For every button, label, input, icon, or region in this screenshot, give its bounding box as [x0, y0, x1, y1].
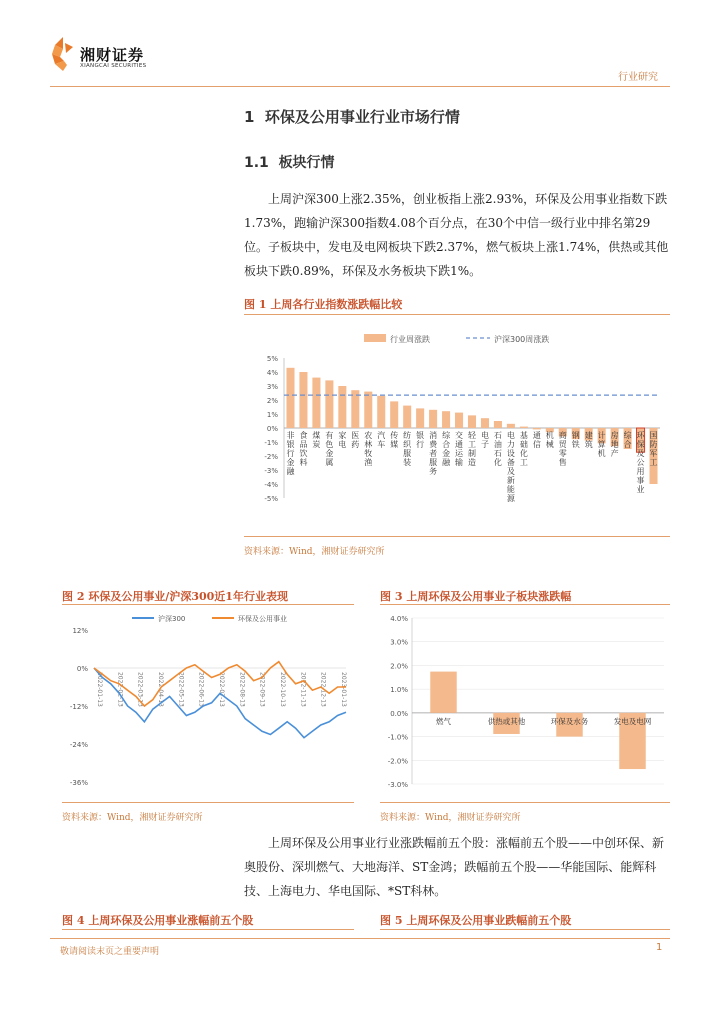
legend-label-industry: 行业周涨跌 — [390, 335, 430, 344]
x-tick-label-char: 公 — [636, 458, 645, 467]
x-tick-label-char: 化 — [519, 449, 528, 458]
x-tick-label-char: 者 — [429, 449, 438, 458]
x-tick-label: 燃气 — [436, 716, 451, 726]
x-tick-label: 发电及电网 — [613, 716, 652, 726]
bar-纺织服装 — [403, 406, 411, 428]
x-tick-label-char: 服 — [403, 449, 412, 458]
x-tick-label-char: 石 — [493, 449, 502, 458]
figure-2-bottom-divider — [62, 802, 354, 803]
y-tick-label: -4% — [264, 481, 278, 489]
x-tick-label-char: 军 — [649, 449, 658, 458]
x-tick-label-char: 融 — [442, 458, 451, 467]
x-tick-label-char: 贸 — [558, 440, 567, 449]
x-tick-label-char: 渔 — [364, 458, 373, 467]
x-tick-label: 2023-01-13 — [340, 672, 347, 707]
figure-3-bottom-divider — [380, 802, 670, 803]
x-tick-label-char: 备 — [506, 458, 515, 467]
x-tick-label-char: 建 — [584, 431, 593, 440]
bar-传媒 — [390, 401, 398, 428]
x-tick-label-char: 械 — [545, 440, 554, 449]
y-tick-label: 2% — [266, 397, 278, 405]
y-tick-label: -36% — [69, 779, 88, 787]
section-number: 1 — [244, 108, 255, 126]
bar-交通运输 — [455, 413, 463, 428]
footer-disclaimer[interactable]: 敬请阅读末页之重要声明 — [60, 947, 160, 957]
bar-食品饮料 — [299, 372, 307, 428]
y-tick-label: -1% — [264, 439, 278, 447]
x-tick-label-char: 农 — [364, 431, 373, 440]
y-tick-label: -24% — [69, 741, 88, 749]
figure-1-title: 图 1 上周各行业指数涨跌幅比较 — [244, 298, 403, 311]
y-tick-label: 3.0% — [390, 638, 408, 647]
x-tick-label-char: 国 — [649, 431, 658, 440]
x-tick-label-char: 机 — [597, 449, 606, 458]
x-tick-label-char: 地 — [610, 440, 619, 449]
x-tick-label-char: 轻 — [468, 431, 476, 440]
y-tick-label: 0% — [76, 665, 88, 673]
page-number: 1 — [656, 942, 663, 953]
figure-2-divider — [62, 604, 354, 605]
x-tick-label-char: 电 — [480, 431, 489, 440]
x-tick-label-char: 料 — [299, 458, 308, 467]
x-tick-label-char: 业 — [636, 485, 645, 494]
y-tick-label: -2.0% — [387, 757, 408, 766]
figure-1-source: 资料来源：Wind，湘财证券研究所 — [244, 547, 385, 557]
x-tick-label-char: 融 — [286, 467, 295, 476]
x-tick-label-char: 工 — [468, 440, 476, 449]
figure-3-divider — [380, 604, 670, 605]
x-tick-label-char: 造 — [468, 458, 476, 467]
x-tick-label: 2022-07-13 — [218, 672, 225, 707]
y-tick-label: 0.0% — [390, 709, 408, 718]
x-tick-label-char: 综 — [623, 431, 632, 440]
x-tick-label: 2022-12-13 — [319, 672, 327, 707]
bar-综合金融 — [442, 411, 450, 428]
y-tick-label: 0% — [266, 425, 278, 433]
x-tick-label-char: 有 — [325, 431, 334, 440]
x-tick-label-char: 铁 — [571, 440, 580, 449]
x-tick-label-char: 金 — [286, 458, 295, 467]
figure-3-title: 图 3 上周环保及公用事业子板块涨跌幅 — [380, 590, 572, 603]
figure-4-title: 图 4 上周环保及公用事业涨幅前五个股 — [62, 914, 254, 927]
x-tick-label-char: 汽 — [377, 431, 386, 440]
subsection-number: 1.1 — [244, 155, 269, 171]
x-tick-label-char: 综 — [442, 431, 451, 440]
x-tick-label: 2022-01-13 — [96, 672, 103, 707]
x-tick-label-char: 能 — [506, 485, 515, 494]
x-tick-label: 2022-05-13 — [177, 672, 185, 707]
industry-change-chart — [244, 322, 670, 532]
x-tick-label-char: 炭 — [312, 440, 321, 449]
x-tick-label-char: 金 — [325, 449, 334, 458]
x-tick-label: 2022-03-13 — [136, 672, 144, 707]
x-tick-label-char: 电 — [506, 431, 515, 440]
x-tick-label-char: 保 — [636, 440, 645, 449]
x-tick-label-char: 工 — [649, 458, 658, 467]
x-tick-label: 2022-10-13 — [279, 672, 286, 707]
header-divider — [50, 86, 670, 87]
y-tick-label: -5% — [264, 495, 278, 503]
bar-通信 — [533, 428, 541, 429]
figure-4-divider — [62, 929, 354, 930]
x-tick-label: 2022-08-13 — [238, 672, 246, 707]
x-tick-label-char: 售 — [558, 458, 567, 467]
x-tick-label: 2022-09-13 — [258, 672, 266, 707]
y-tick-label: -3% — [264, 467, 278, 475]
x-tick-label-char: 医 — [351, 431, 360, 440]
x-tick-label-char: 工 — [519, 458, 528, 467]
footer-divider — [50, 938, 670, 939]
x-tick-label-char: 纺 — [403, 431, 412, 440]
bar-轻工制造 — [468, 415, 476, 428]
x-tick-label-char: 子 — [480, 440, 489, 449]
x-tick-label-char: 算 — [597, 440, 606, 449]
bar-电力设备及新能源 — [507, 424, 515, 428]
x-tick-label-char: 交 — [455, 431, 464, 440]
x-tick-label-char: 通 — [455, 440, 464, 449]
x-tick-label-char: 运 — [455, 449, 464, 458]
x-tick-label-char: 力 — [506, 440, 515, 449]
x-tick-label-char: 金 — [442, 449, 451, 458]
x-tick-label: 2022-04-13 — [157, 672, 164, 707]
bar-银行 — [416, 408, 424, 428]
x-tick-label-char: 银 — [416, 431, 425, 440]
figure-3-source: 资料来源：Wind，湘财证券研究所 — [380, 813, 521, 823]
x-tick-label-char: 房 — [610, 431, 619, 440]
market-summary-paragraph: 上周沪深300上涨2.35%，创业板指上涨2.93%，环保及公用事业指数下跌1.73%，跑输沪深300指数4.08个百分点，在30个中信一级行业中排名第29位。子板块中，发电及电网板块下跌2.37%，燃气板块上涨1.74%，供热或其他板块下跌0.89%，环保及水务板块下跌1%。 — [244, 192, 669, 278]
x-tick-label-char: 行 — [286, 449, 295, 458]
x-tick-label-char: 筑 — [584, 440, 593, 449]
x-tick-label-char: 油 — [493, 440, 502, 449]
x-tick-label-char: 事 — [636, 476, 645, 485]
y-tick-label: 2.0% — [390, 662, 408, 671]
y-tick-label: 1% — [266, 411, 278, 419]
bar-燃气 — [430, 672, 456, 713]
y-tick-label: -12% — [69, 703, 88, 711]
bar-电子 — [481, 418, 489, 428]
y-tick-label: 12% — [72, 627, 88, 635]
x-tick-label-char: 装 — [403, 458, 412, 467]
x-tick-label-char: 合 — [623, 440, 632, 449]
x-tick-label-char: 媒 — [390, 440, 399, 449]
x-tick-label-char: 化 — [493, 458, 502, 467]
figure-5-title: 图 5 上周环保及公用事业跌幅前五个股 — [380, 914, 572, 927]
legend-swatch-industry — [364, 334, 386, 342]
figure-2-source: 资料来源：Wind，湘财证券研究所 — [62, 813, 203, 823]
x-tick-label-char: 织 — [403, 440, 412, 449]
brand-logo — [52, 37, 74, 71]
x-tick-label-char: 及 — [636, 449, 645, 458]
logo-mark-icon — [52, 37, 74, 71]
x-tick-label-char: 品 — [299, 440, 308, 449]
legend-label-index: 沪深300周涨跌 — [494, 335, 550, 344]
figure-2-title: 图 2 环保及公用事业/沪深300近1年行业表现 — [62, 590, 288, 603]
x-tick-label-char: 信 — [532, 440, 541, 449]
bar-有色金属 — [325, 380, 333, 428]
subsection-title: 板块行情 — [278, 155, 335, 171]
x-tick-label-char: 环 — [636, 431, 645, 440]
figure-1-divider — [244, 314, 670, 315]
bar-医药 — [351, 390, 359, 428]
x-tick-label-char: 非 — [286, 431, 295, 440]
x-tick-label-char: 基 — [519, 431, 528, 440]
annual-performance-chart — [62, 608, 354, 798]
x-tick-label-char: 源 — [506, 494, 515, 503]
x-tick-label-char: 色 — [325, 440, 334, 449]
x-tick-label-char: 务 — [429, 467, 438, 476]
report-category: 行业研究 — [618, 72, 658, 83]
x-tick-label: 2022-11-13 — [299, 672, 307, 707]
x-tick-label-char: 牧 — [364, 449, 373, 458]
x-tick-label-char: 及 — [506, 467, 515, 476]
section-title: 环保及公用事业行业市场行情 — [264, 108, 460, 126]
x-tick-label-char: 林 — [364, 440, 373, 449]
y-tick-label: 5% — [266, 355, 278, 363]
x-tick-label-char: 行 — [416, 440, 425, 449]
x-tick-label-char: 机 — [545, 431, 554, 440]
x-tick-label: 2022-06-13 — [197, 672, 205, 707]
x-tick-label-char: 钢 — [571, 431, 580, 440]
top-stocks-paragraph: 上周环保及公用事业行业涨跌幅前五个股：涨幅前五个股——中创环保、新奥股份、深圳燃气、大地海洋、ST金鸿；跌幅前五个股——华能国际、能辉科技、上海电力、华电国际、*ST科林。 — [244, 836, 665, 898]
x-tick-label-char: 煤 — [312, 431, 321, 440]
bar-煤炭 — [312, 378, 320, 428]
x-tick-label-char: 费 — [429, 440, 438, 449]
x-tick-label-char: 合 — [442, 440, 451, 449]
x-tick-label-char: 传 — [390, 431, 399, 440]
subsection-heading — [244, 152, 335, 172]
x-tick-label-char: 属 — [325, 458, 334, 467]
y-tick-label: -3.0% — [387, 781, 408, 789]
legend-label-sector: 环保及公用事业 — [238, 615, 287, 623]
y-tick-label: 3% — [266, 383, 278, 391]
section-heading — [244, 106, 460, 127]
x-tick-label-char: 服 — [429, 458, 438, 467]
x-tick-label-char: 石 — [493, 431, 502, 440]
bar-基础化工 — [520, 427, 528, 428]
brand-name-en: XIANGCAI SECURITIES — [80, 63, 147, 69]
x-tick-label-char: 设 — [506, 449, 515, 458]
x-tick-label-char: 输 — [455, 458, 464, 467]
x-tick-label-char: 计 — [597, 431, 606, 440]
x-tick-label-char: 零 — [558, 449, 567, 458]
x-tick-label-char: 商 — [558, 431, 567, 440]
x-tick-label-char: 食 — [299, 431, 308, 440]
bar-消费者服务 — [429, 410, 437, 428]
figure-5-divider — [380, 929, 670, 930]
x-tick-label-char: 防 — [649, 440, 658, 449]
bar-家电 — [338, 386, 346, 428]
x-tick-label: 2022-02-13 — [116, 672, 124, 707]
y-tick-label: -1.0% — [387, 733, 408, 742]
x-tick-label-char: 车 — [377, 440, 386, 449]
brand-name: 湘财证券 — [80, 46, 145, 64]
y-tick-label: 4.0% — [390, 615, 408, 623]
x-tick-label-char: 用 — [636, 467, 645, 476]
y-tick-label: 1.0% — [390, 686, 408, 695]
bar-非银行金融 — [286, 368, 294, 428]
x-tick-label-char: 产 — [610, 449, 619, 458]
legend-label-csi300: 沪深300 — [158, 615, 186, 623]
x-tick-label: 供热或其他 — [487, 716, 526, 726]
x-tick-label-char: 础 — [519, 440, 528, 449]
x-tick-label-char: 药 — [351, 440, 360, 449]
bar-农林牧渔 — [364, 392, 372, 428]
x-tick-label-char: 通 — [532, 431, 541, 440]
x-tick-label-char: 制 — [468, 449, 476, 458]
sub-sector-change-chart — [380, 608, 670, 798]
figure-1-bottom-divider — [244, 536, 670, 537]
bar-石油石化 — [494, 421, 502, 428]
x-tick-label-char: 银 — [286, 440, 295, 449]
y-tick-label: -2% — [264, 453, 278, 461]
x-tick-label-char: 家 — [338, 431, 347, 440]
bar-汽车 — [377, 396, 385, 428]
x-tick-label-char: 饮 — [299, 449, 308, 458]
y-tick-label: 4% — [266, 369, 278, 377]
x-tick-label: 环保及水务 — [550, 716, 589, 726]
x-tick-label-char: 电 — [338, 440, 347, 449]
x-tick-label-char: 消 — [429, 431, 438, 440]
x-tick-label-char: 新 — [506, 476, 515, 485]
